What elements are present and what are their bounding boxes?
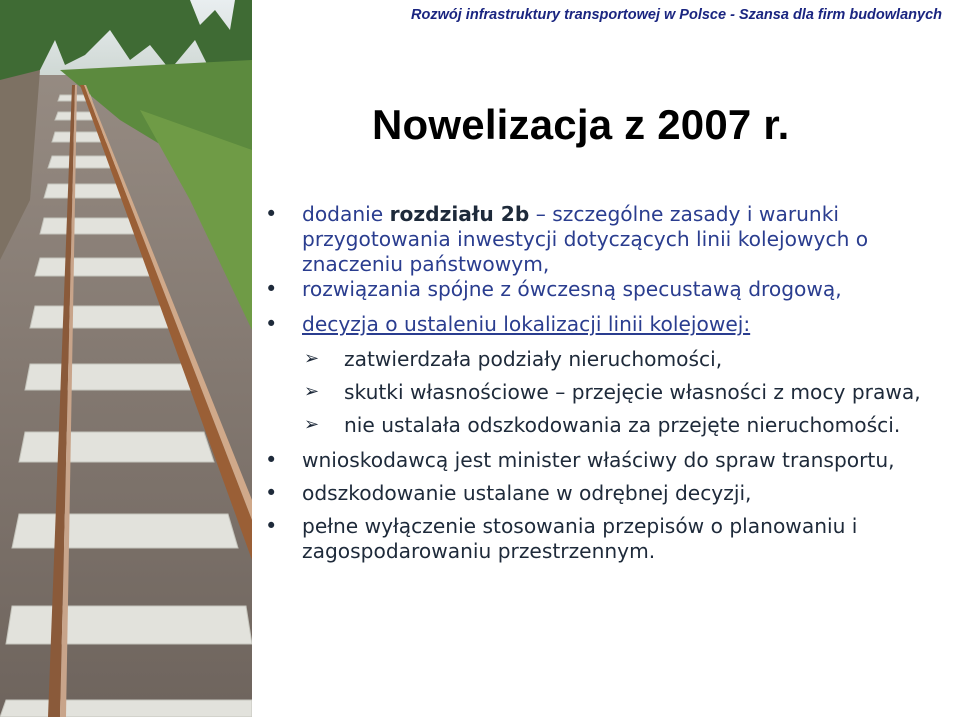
bullet-icon: •	[265, 277, 278, 301]
bullet-icon: •	[265, 481, 278, 505]
list-item: • rozwiązania spójne z ówczesną specustawą drogową,	[265, 277, 842, 301]
list-item: • odszkodowanie ustalane w odrębnej decyzji,	[265, 481, 752, 505]
arrow-bullet-icon: ➢	[304, 414, 320, 435]
list-item: • wnioskodawcą jest minister właściwy do spraw transportu,	[265, 448, 895, 472]
sub-list-item: ➢ zatwierdzała podziały nieruchomości,	[304, 347, 723, 371]
arrow-bullet-icon: ➢	[304, 381, 320, 402]
bold-phrase: rozdziału 2b	[389, 202, 530, 226]
bullet-icon: •	[265, 312, 278, 336]
list-item: • dodanie rozdziału 2b – szczególne zasady i warunki przygotowania inwestycji dotyczących linii kolejowych o znaczeniu państwowym,	[265, 202, 869, 276]
bullet-icon: •	[265, 448, 278, 472]
presentation-header: Rozwój infrastruktury transportowej w Polsce - Szansa dla firm budowlanych	[411, 7, 942, 23]
arrow-bullet-icon: ➢	[304, 348, 320, 369]
bullet-icon: •	[265, 514, 278, 538]
list-item: • pełne wyłączenie stosowania przepisów o planowaniu i zagospodarowaniu przestrzennym.	[265, 514, 858, 563]
sub-list-item: ➢ nie ustalała odszkodowania za przejęte nieruchomości.	[304, 413, 901, 437]
list-item	[262, 312, 952, 337]
sub-list-item: ➢ skutki własnościowe – przejęcie własności z mocy prawa,	[304, 380, 921, 404]
slide-title: Nowelizacja z 2007 r.	[372, 101, 790, 148]
underlined-text: decyzja o ustaleniu lokalizacji linii kolejowej:	[302, 312, 751, 336]
bullet-list	[262, 202, 952, 564]
railway-track-photo	[0, 0, 252, 717]
bullet-icon: •	[265, 202, 278, 226]
